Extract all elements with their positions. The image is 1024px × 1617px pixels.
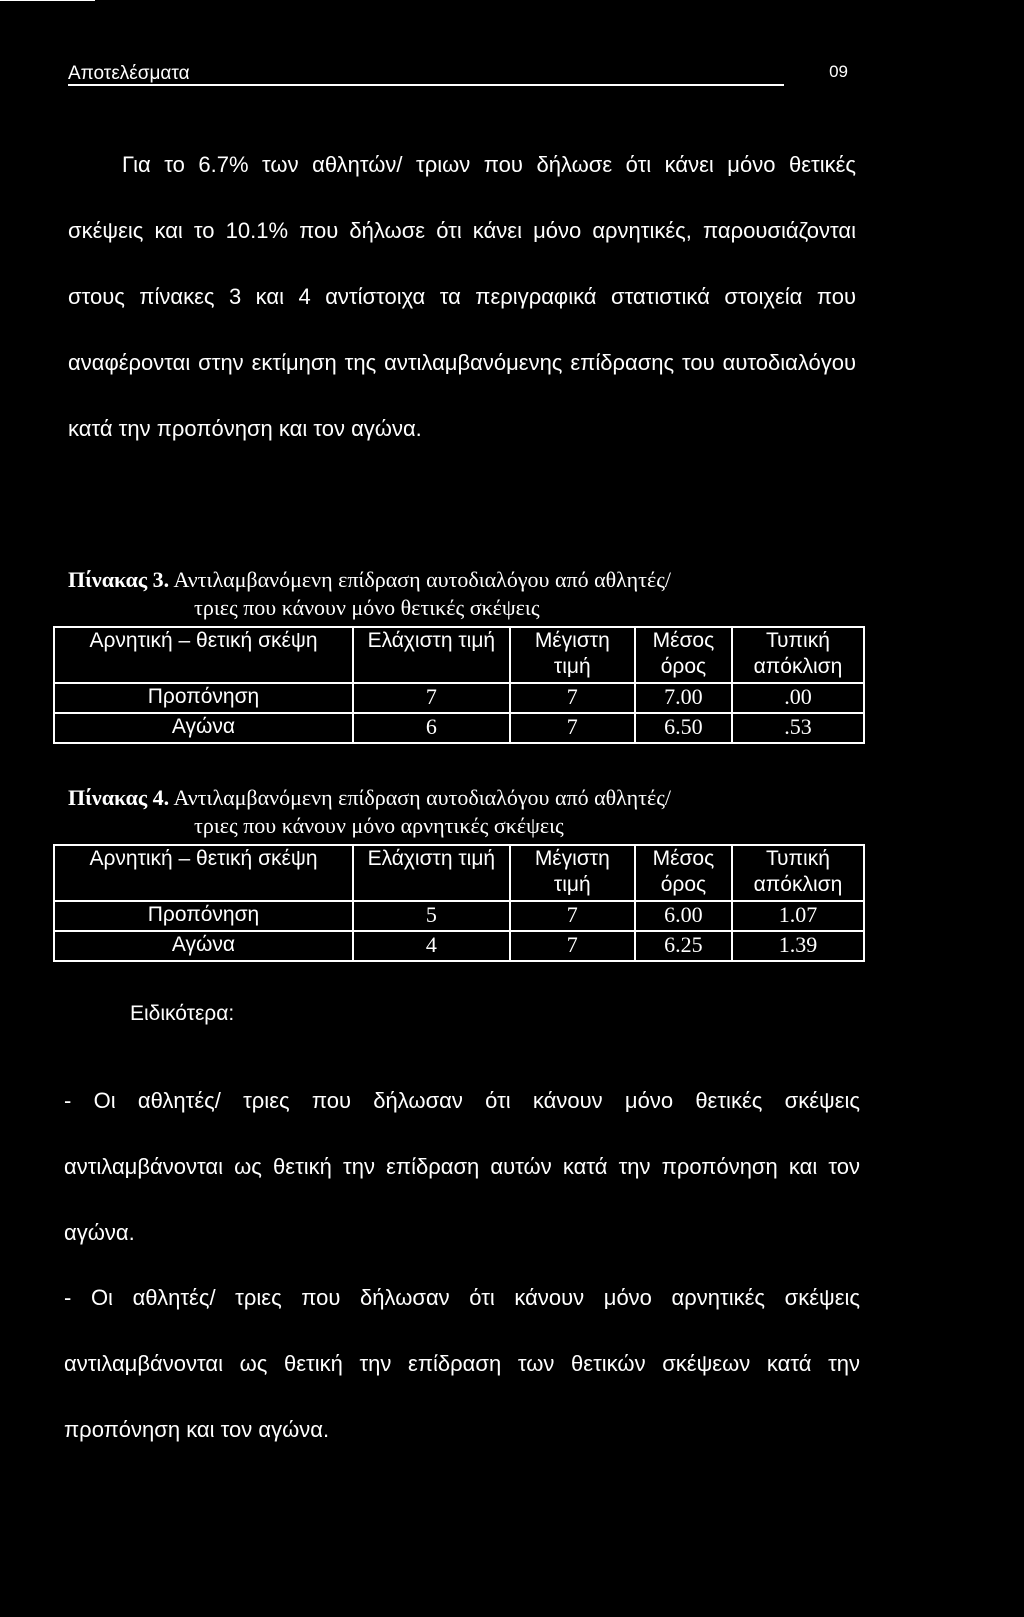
max-cell: 7 bbox=[510, 931, 635, 961]
table-header-row bbox=[54, 627, 864, 683]
header-rule bbox=[68, 84, 784, 86]
bullet-paragraph-2: - Οι αθλητές/ τριες που δήλωσαν ότι κάνουν μόνο αρνητικές σκέψεις αντιλαμβάνονται ως θετική την επίδραση των θετικών σκέψεων κατά την προπόνηση και τον αγώνα. bbox=[64, 1285, 860, 1442]
table-3-caption-line2: τριες που κάνουν μόνο θετικές σκέψεις bbox=[194, 595, 540, 620]
header-cell: Ελάχιστη τιμή bbox=[353, 845, 510, 901]
mean-cell: 6.50 bbox=[635, 713, 732, 743]
header-cell: Αρνητική – θετική σκέψη bbox=[54, 845, 353, 901]
header-cell: Μέγιστη τιμή bbox=[510, 845, 635, 901]
page-header bbox=[68, 62, 848, 90]
min-cell: 4 bbox=[353, 931, 510, 961]
table-3 bbox=[53, 626, 865, 744]
table-3-caption bbox=[68, 566, 868, 622]
table-4-caption-line2: τριες που κάνουν μόνο αρνητικές σκέψεις bbox=[194, 813, 564, 838]
header-cell: Τυπική απόκλιση bbox=[732, 627, 864, 683]
header-cell: Μέγιστη τιμή bbox=[510, 627, 635, 683]
section-title: Αποτελέσματα bbox=[68, 63, 190, 84]
table-4 bbox=[53, 844, 865, 962]
top-edge-line bbox=[0, 0, 95, 1]
max-cell: 7 bbox=[510, 901, 635, 931]
table-header-row bbox=[54, 845, 864, 901]
mean-cell: 7.00 bbox=[635, 683, 732, 713]
page-mark: 09 bbox=[829, 62, 848, 81]
header-cell: Μέσος όρος bbox=[635, 845, 732, 901]
intro-paragraph: Για το 6.7% των αθλητών/ τριων που δήλωσε ότι κάνει μόνο θετικές σκέψεις και το 10.1% που δήλωσε ότι κάνει μόνο αρνητικές, παρουσιάζονται στους πίνακες 3 και 4 αντίστοιχα τα περιγραφικά στατιστικά στοιχεία που αναφέρονται στην εκτίμηση της αντιλαμβανόμενης επίδρασης του αυτοδιαλόγου κατά την προπόνηση και τον αγώνα. bbox=[68, 152, 856, 441]
table-4-label: Πίνακας 4. bbox=[68, 785, 170, 810]
mean-cell: 6.00 bbox=[635, 901, 732, 931]
row-label: Αγώνα bbox=[54, 713, 353, 743]
table-4-caption-line1: Αντιλαμβανόμενη επίδραση αυτοδιαλόγου από αθλητές/ bbox=[173, 785, 672, 810]
sd-cell: 1.39 bbox=[732, 931, 864, 961]
max-cell: 7 bbox=[510, 713, 635, 743]
sd-cell: 1.07 bbox=[732, 901, 864, 931]
table-3-label: Πίνακας 3. bbox=[68, 567, 170, 592]
max-cell: 7 bbox=[510, 683, 635, 713]
header-cell: Τυπική απόκλιση bbox=[732, 845, 864, 901]
min-cell: 5 bbox=[353, 901, 510, 931]
table-row bbox=[54, 683, 864, 713]
table-row bbox=[54, 713, 864, 743]
header-cell: Αρνητική – θετική σκέψη bbox=[54, 627, 353, 683]
mean-cell: 6.25 bbox=[635, 931, 732, 961]
sd-cell: .00 bbox=[732, 683, 864, 713]
bullet-paragraph-1: - Οι αθλητές/ τριες που δήλωσαν ότι κάνουν μόνο θετικές σκέψεις αντιλαμβάνονται ως θετική την επίδραση αυτών κατά την προπόνηση και τον αγώνα. bbox=[64, 1088, 860, 1245]
sd-cell: .53 bbox=[732, 713, 864, 743]
specifically-label: Ειδικότερα: bbox=[130, 1002, 235, 1025]
row-label: Προπόνηση bbox=[54, 901, 353, 931]
table-row bbox=[54, 931, 864, 961]
row-label: Αγώνα bbox=[54, 931, 353, 961]
header-cell: Ελάχιστη τιμή bbox=[353, 627, 510, 683]
header-cell: Μέσος όρος bbox=[635, 627, 732, 683]
table-4-caption bbox=[68, 784, 868, 840]
row-label: Προπόνηση bbox=[54, 683, 353, 713]
table-3-caption-line1: Αντιλαμβανόμενη επίδραση αυτοδιαλόγου από αθλητές/ bbox=[173, 567, 672, 592]
table-row bbox=[54, 901, 864, 931]
min-cell: 6 bbox=[353, 713, 510, 743]
min-cell: 7 bbox=[353, 683, 510, 713]
